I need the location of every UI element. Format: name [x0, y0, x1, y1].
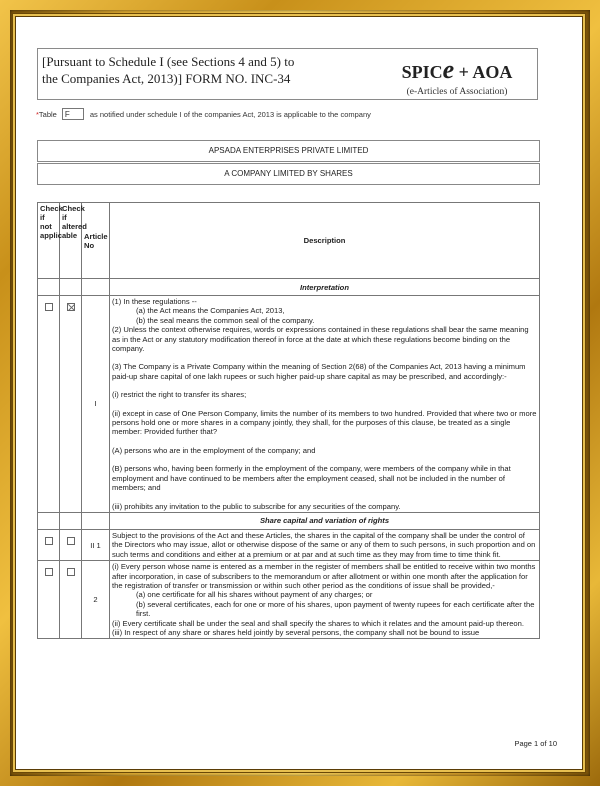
description-paragraph: (i) restrict the right to transfer its shares; [112, 390, 247, 400]
description-paragraph: (A) persons who are in the employment of the company; and [112, 445, 316, 455]
company-name: APSADA ENTERPRISES PRIVATE LIMITED [37, 140, 540, 162]
altered-checkbox[interactable] [67, 303, 75, 311]
altered-cell [60, 296, 82, 513]
description-paragraph: (ii) Every certificate shall be under the seal and shall specify the shares to which it relates and the amount paid-up thereon. [112, 618, 524, 628]
paragraph-gap [112, 437, 537, 446]
description-paragraph: (B) persons who, having been formerly in the employment of the company, were members of the company while in that employment and have continued to be members after the employment ceased, shall not be included in the number of members; and [112, 464, 511, 493]
altered-checkbox[interactable] [67, 537, 75, 545]
table-label: Table [38, 109, 57, 119]
col-article-no: Article No [82, 203, 110, 279]
altered-cell [60, 529, 82, 560]
form-reference-line-2: the Companies Act, 2013)] FORM NO. INC-34 [42, 71, 291, 86]
empty-cell [82, 279, 110, 296]
article-number: I [82, 296, 110, 513]
empty-cell [38, 512, 60, 529]
logo-prefix: SPIC [401, 62, 443, 82]
logo-suffix: + AOA [454, 62, 513, 82]
articles-body [38, 279, 540, 639]
not-applicable-cell [38, 561, 60, 639]
not-applicable-checkbox[interactable] [45, 303, 53, 311]
article-number: II 1 [82, 529, 110, 560]
article-description [110, 296, 540, 513]
section-title: Interpretation [110, 279, 540, 296]
not-applicable-checkbox[interactable] [45, 537, 53, 545]
description-paragraph: Subject to the provisions of the Act and these Articles, the shares in the capital of the company shall be under the control of the Directors who may issue, allot or otherwise dispose of the same or any of them to such persons, in such proportion and on such terms and conditions and either at a premium or at par and at such time as they may from time to time think fit. [112, 530, 536, 559]
paragraph-gap [112, 353, 537, 362]
article-number: 2 [82, 561, 110, 639]
col-altered: Check if altered [60, 203, 82, 279]
description-paragraph: (a) one certificate for all his shares without payment of any charges; or [136, 590, 373, 600]
table-input[interactable]: F [62, 108, 84, 120]
empty-cell [60, 279, 82, 296]
table-suffix: as notified under schedule I of the companies Act, 2013 is applicable to the company [89, 109, 371, 119]
not-applicable-checkbox[interactable] [45, 568, 53, 576]
col-description: Description [110, 203, 540, 279]
table-header-row [38, 203, 540, 279]
description-paragraph: (a) the Act means the Companies Act, 2013, [136, 306, 285, 316]
paragraph-gap [112, 400, 537, 409]
logo-title [387, 55, 527, 85]
article-description [110, 529, 540, 560]
paragraph-gap [112, 493, 537, 502]
description-paragraph: (3) The Company is a Private Company within the meaning of Section 2(68) of the Companies Act, 2013 having a minimum paid-up share capital of one lakh rupees or such higher paid-up share capital as may be prescribed, and accordingly:- [112, 362, 526, 381]
company-type: A COMPANY LIMITED BY SHARES [37, 163, 540, 185]
empty-cell [60, 512, 82, 529]
empty-cell [82, 512, 110, 529]
page-number: Page 1 of 10 [514, 739, 557, 748]
logo-e: e [442, 55, 455, 84]
article-row [38, 296, 540, 513]
form-reference [42, 53, 362, 87]
altered-checkbox[interactable] [67, 568, 75, 576]
form-reference-line-1: [Pursuant to Schedule I (see Sections 4 and 5) to [42, 54, 295, 69]
description-paragraph: (b) several certificates, each for one or more of his shares, upon payment of twenty rupees for each certificate after the first. [136, 599, 535, 619]
paragraph-gap [112, 381, 537, 390]
not-applicable-cell [38, 529, 60, 560]
paragraph-gap [112, 455, 537, 464]
description-paragraph: (1) In these regulations -- [112, 297, 197, 306]
section-row [38, 279, 540, 296]
description-paragraph: (iii) In respect of any share or shares held jointly by several persons, the company shall not be bound to issue [112, 627, 480, 637]
logo-subtitle: (e-Articles of Association) [406, 87, 508, 97]
description-paragraph: (2) Unless the context otherwise requires, words or expressions contained in these regulations shall bear the same meaning as in the Act or any statutory modification thereof in force at the date at which these regulations become binding on the company. [112, 325, 529, 354]
article-row [38, 529, 540, 560]
altered-cell [60, 561, 82, 639]
col-not-applicable: Check if not applicable [38, 203, 60, 279]
table-selector-row [36, 108, 371, 120]
section-title: Share capital and variation of rights [110, 512, 540, 529]
required-mark: * [36, 109, 39, 119]
article-row [38, 561, 540, 639]
section-row [38, 512, 540, 529]
description-paragraph: (ii) except in case of One Person Company, limits the number of its members to two hundred. Provided that where two or more persons hold one or more shares in a company jointly, they shall, for the purposes of this clause, be treated as a single member: Provided further that? [112, 408, 537, 437]
article-description [110, 561, 540, 639]
description-paragraph: (b) the seal means the common seal of the company. [136, 315, 315, 325]
empty-cell [38, 279, 60, 296]
not-applicable-cell [38, 296, 60, 513]
description-paragraph: (i) Every person whose name is entered as a member in the register of members shall be entitled to receive within two months after incorporation, in case of subscribers to the memorandum or after allotment or within one month after the application for the registration of transfer or transmission or within such other period as the conditions of issue shall be provided,- [112, 562, 536, 590]
form-header [37, 48, 538, 100]
description-paragraph: (iii) prohibits any invitation to the public to subscribe for any securities of the company. [112, 501, 401, 511]
spice-aoa-logo [387, 55, 527, 97]
document-page [16, 17, 582, 769]
articles-table [37, 202, 540, 639]
